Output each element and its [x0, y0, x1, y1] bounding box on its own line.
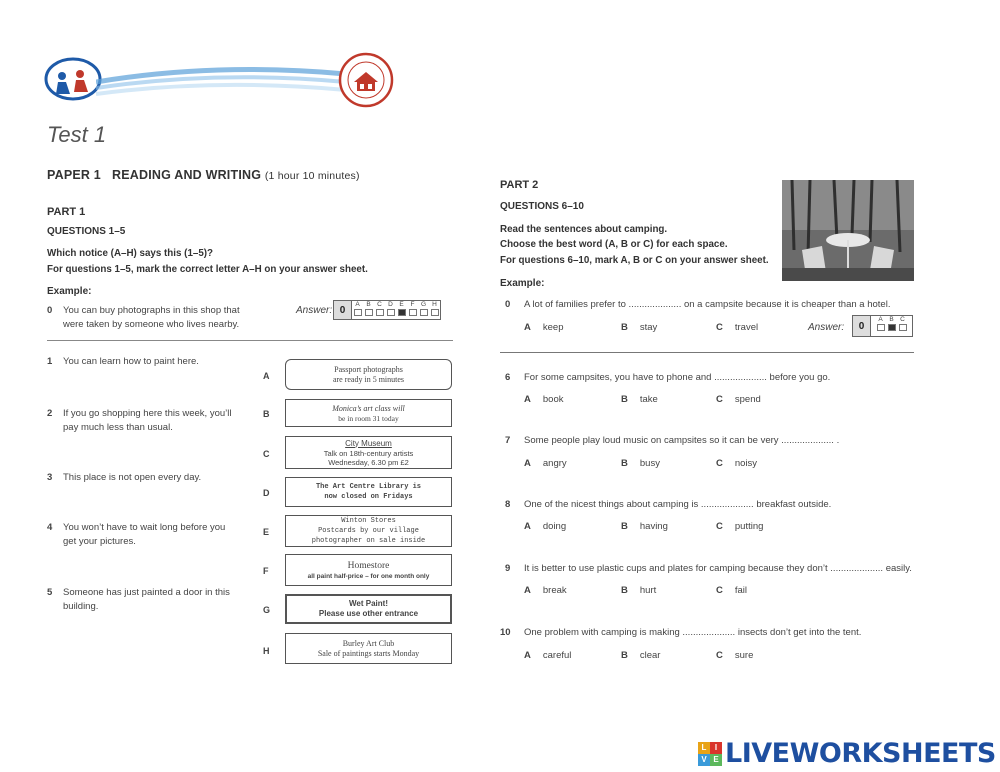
option	[716, 521, 763, 532]
part2-instruction-3: For questions 6–10, mark A, B or C on your answer sheet.	[500, 255, 769, 266]
notice-letter: D	[263, 488, 270, 498]
option-word: book	[542, 394, 564, 405]
part2-answer-grid	[852, 315, 913, 337]
notice-line: Sale of paintings starts Monday	[317, 648, 420, 658]
option	[524, 650, 571, 661]
option-letter: C	[716, 394, 723, 405]
question-number: 2	[47, 408, 53, 419]
answer-option-e	[396, 301, 407, 319]
option-word: careful	[542, 650, 572, 661]
answer-option-letter: H	[432, 301, 437, 308]
notice-c	[285, 436, 452, 469]
notice-line: Wet Paint!	[349, 599, 388, 608]
option-letter: A	[524, 650, 531, 661]
liveworksheets-brand[interactable]	[698, 738, 996, 769]
part2-answer-cells	[871, 316, 912, 336]
question-line: This place is not open every day.	[63, 472, 202, 483]
answer-option-letter: B	[889, 316, 894, 323]
option-letter: B	[621, 458, 628, 469]
part2-title: PART 2	[500, 179, 539, 191]
answer-option-c	[897, 316, 908, 336]
notice-f	[285, 554, 452, 586]
question-number: 10	[500, 627, 511, 638]
answer-option-letter: G	[420, 301, 427, 308]
answer-option-a	[875, 316, 886, 336]
question-number: 5	[47, 587, 53, 598]
part2-answer-label: Answer:	[808, 322, 845, 333]
part1-instruction-2: For questions 1–5, mark the correct letter A–H on your answer sheet.	[47, 264, 368, 275]
notice-line: now closed on Fridays	[324, 493, 413, 501]
notice-letter: F	[263, 566, 269, 576]
option	[621, 394, 658, 405]
answer-option-letter: A	[878, 316, 883, 323]
school-logo-icon	[44, 56, 102, 102]
notice-letter: H	[263, 646, 270, 656]
question-text	[63, 471, 201, 485]
answer-option-box	[899, 324, 907, 331]
logo-tile: V	[698, 754, 710, 766]
option-word: hurt	[639, 585, 657, 596]
question-text: Some people play loud music on campsites so it can be very .................... .	[524, 435, 840, 446]
answer-option-d	[385, 301, 396, 319]
notice-d	[285, 477, 452, 507]
notice-letter: E	[263, 527, 270, 537]
question-line: Someone has just painted a door in this	[63, 587, 230, 598]
option-letter: B	[621, 394, 628, 405]
option-word: sure	[734, 650, 754, 661]
notice-line: Burley Art Club	[342, 638, 395, 648]
question-text	[63, 586, 230, 614]
option	[621, 521, 668, 532]
option-word: stay	[639, 322, 658, 333]
logo-tile: E	[710, 754, 722, 766]
option-letter: C	[716, 458, 723, 469]
option-word: take	[639, 394, 658, 405]
option	[524, 521, 566, 532]
answer-option-b	[886, 316, 897, 336]
answer-option-letter: A	[355, 301, 360, 308]
option-letter: B	[621, 650, 628, 661]
answer-option-box	[420, 309, 428, 316]
part1-questions-range: QUESTIONS 1–5	[47, 226, 126, 237]
part2-divider	[500, 352, 914, 353]
question-text: One of the nicest things about camping is .................... breakfast outside.	[524, 499, 832, 510]
notice-letter: G	[263, 605, 271, 615]
option-word: angry	[542, 458, 567, 469]
notice-line: be in room 31 today	[338, 413, 399, 423]
option-word: keep	[542, 322, 564, 333]
option	[716, 585, 747, 596]
notice-line: The Art Centre Library is	[315, 483, 422, 491]
option	[524, 322, 563, 333]
question-text	[63, 355, 199, 369]
option-word: clear	[639, 650, 661, 661]
notice-line: Talk on 18th-century artists	[323, 448, 414, 458]
notice-letter: B	[263, 409, 270, 419]
answer-option-box	[431, 309, 439, 316]
option-word: having	[639, 521, 668, 532]
option-letter: A	[524, 585, 531, 596]
question-number: 7	[505, 435, 511, 446]
option	[716, 458, 757, 469]
question-line: You can learn how to paint here.	[63, 356, 199, 367]
test-title: Test 1	[47, 122, 107, 147]
answer-option-letter: F	[410, 301, 415, 308]
answer-option-box	[888, 324, 896, 331]
part2-instruction-1: Read the sentences about camping.	[500, 224, 668, 235]
option	[716, 394, 761, 405]
part1-example-line2: were taken by someone who lives nearby.	[63, 319, 240, 330]
question-line: get your pictures.	[63, 536, 136, 547]
question-text: For some campsites, you have to phone and .................... before you go.	[524, 372, 831, 383]
notice-line: Wednesday, 6.30 pm £2	[328, 457, 409, 467]
notice-line: Monica’s art class will	[332, 403, 405, 413]
part1-answer-zero: 0	[334, 301, 352, 319]
answer-option-box	[409, 309, 417, 316]
liveworksheets-wordmark: LIVEWORKSHEETS	[725, 738, 996, 769]
part2-example-number: 0	[505, 299, 511, 310]
option-word: break	[542, 585, 567, 596]
part2-answer-zero: 0	[853, 316, 871, 336]
answer-option-letter: D	[388, 301, 393, 308]
option-letter: B	[621, 585, 628, 596]
option	[621, 585, 656, 596]
question-number: 9	[505, 563, 511, 574]
paper-title-text: PAPER 1 READING AND WRITING	[47, 168, 262, 182]
question-number: 3	[47, 472, 53, 483]
question-line: If you go shopping here this week, you’ll	[63, 408, 232, 419]
answer-option-box	[387, 309, 395, 316]
part1-instruction-1: Which notice (A–H) says this (1–5)?	[47, 248, 214, 259]
answer-option-box	[376, 309, 384, 316]
notice-line: Winton Stores	[341, 517, 396, 525]
notice-a	[285, 359, 452, 390]
paper-title	[47, 168, 360, 182]
notice-e	[285, 515, 452, 547]
question-number: 1	[47, 356, 53, 367]
option-word: noisy	[734, 458, 758, 469]
option-letter: C	[716, 521, 723, 532]
banner-swoosh-icon	[96, 60, 346, 100]
option	[621, 322, 657, 333]
part1-example-number: 0	[47, 305, 53, 316]
option-word: putting	[734, 521, 764, 532]
part1-example-label: Example:	[47, 286, 92, 297]
answer-option-h	[429, 301, 440, 319]
question-number: 6	[505, 372, 511, 383]
logo-tile: I	[710, 742, 722, 754]
option-word: doing	[542, 521, 567, 532]
option	[716, 322, 758, 333]
notice-line: are ready in 5 minutes	[332, 374, 405, 384]
logo-tile: L	[698, 742, 710, 754]
answer-option-b	[363, 301, 374, 319]
part1-answer-grid	[333, 300, 441, 320]
answer-option-box	[354, 309, 362, 316]
question-line: You won’t have to wait long before you	[63, 522, 226, 533]
question-number: 8	[505, 499, 511, 510]
option	[524, 585, 567, 596]
option-word: spend	[734, 394, 761, 405]
notice-line: all paint half-price – for one month only	[307, 572, 430, 580]
answer-option-letter: C	[900, 316, 905, 323]
answer-option-c	[374, 301, 385, 319]
part1-title: PART 1	[47, 206, 86, 218]
option	[621, 650, 660, 661]
answer-option-g	[418, 301, 429, 319]
answer-option-box	[398, 309, 406, 316]
option	[524, 458, 567, 469]
liveworksheets-logo-icon	[698, 742, 722, 766]
notice-letter: A	[263, 371, 270, 381]
question-line: pay much less than usual.	[63, 422, 173, 433]
option-letter: C	[716, 585, 723, 596]
option-word: fail	[734, 585, 748, 596]
answer-option-letter: C	[377, 301, 382, 308]
question-number: 4	[47, 522, 53, 533]
option-letter: A	[524, 521, 531, 532]
option-letter: A	[524, 458, 531, 469]
option	[716, 650, 753, 661]
option-letter: B	[621, 521, 628, 532]
notice-b	[285, 399, 452, 427]
answer-option-box	[877, 324, 885, 331]
notice-line: Please use other entrance	[318, 609, 419, 618]
question-text	[63, 407, 231, 435]
part1-divider	[47, 340, 453, 341]
part1-example-line1: You can buy photographs in this shop that	[63, 305, 240, 316]
part2-example-label: Example:	[500, 278, 545, 289]
part1-example-text	[63, 304, 240, 332]
notice-line: City Museum	[345, 438, 392, 448]
question-text	[63, 521, 225, 549]
part1-answer-cells	[352, 301, 440, 319]
notice-g	[285, 594, 452, 624]
answer-option-letter: E	[399, 301, 404, 308]
part1-answer-label: Answer:	[296, 305, 333, 316]
question-line: building.	[63, 601, 99, 612]
option	[524, 394, 563, 405]
option-letter: A	[524, 322, 531, 333]
question-text: It is better to use plastic cups and plates for camping because they don’t .................... easily.	[524, 563, 912, 574]
question-text: One problem with camping is making .................... insects don’t get into the tent.	[524, 627, 862, 638]
option-word: travel	[734, 322, 759, 333]
notice-line: Passport photographs	[334, 364, 403, 374]
notice-line: Homestore	[347, 560, 390, 571]
option-letter: C	[716, 322, 723, 333]
notice-h	[285, 633, 452, 664]
notice-letter: C	[263, 449, 270, 459]
answer-option-letter: B	[366, 301, 371, 308]
option-word: busy	[639, 458, 660, 469]
option	[621, 458, 660, 469]
header-logos	[44, 52, 404, 108]
part2-example-text: A lot of families prefer to .................... on a campsite because it is cheaper than a hotel.	[524, 299, 891, 310]
university-seal-icon	[336, 52, 396, 108]
part2-instruction-2: Choose the best word (A, B or C) for each space.	[500, 239, 728, 250]
paper-duration: (1 hour 10 minutes)	[264, 170, 360, 182]
answer-option-f	[407, 301, 418, 319]
option-letter: C	[716, 650, 723, 661]
option-letter: A	[524, 394, 531, 405]
notice-line: photographer on sale inside	[311, 537, 426, 545]
part2-questions-range: QUESTIONS 6–10	[500, 201, 584, 212]
camping-photo	[782, 180, 914, 281]
answer-option-box	[365, 309, 373, 316]
answer-option-a	[352, 301, 363, 319]
option-letter: B	[621, 322, 628, 333]
notice-line: Postcards by our village	[318, 527, 419, 535]
